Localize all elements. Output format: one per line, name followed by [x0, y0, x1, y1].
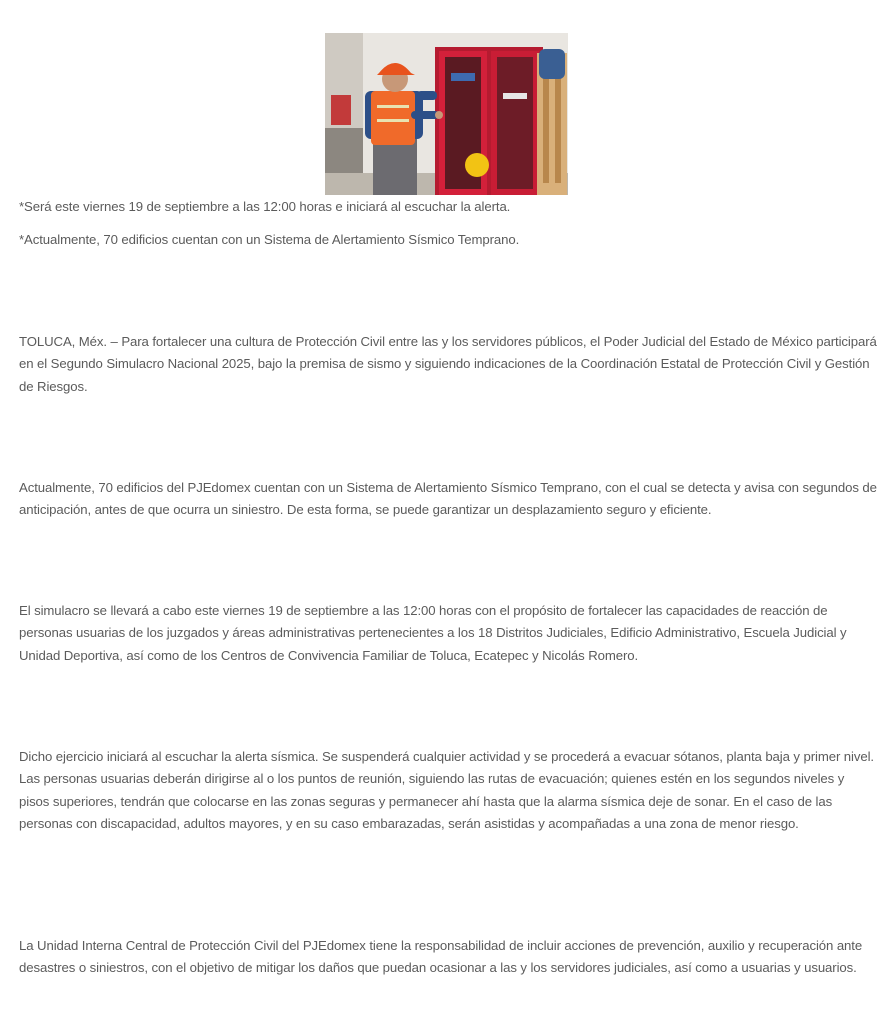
paragraph-alert-system: Actualmente, 70 edificios del PJEdomex cuentan con un Sistema de Alertamiento Sísmico Temprano, con el cual se detecta y avisa con segundos de anticipación, antes de que ocurra un siniestro. De esta forma, se puede garantizar un desplazamiento seguro y eficiente. — [19, 480, 877, 518]
paragraph-intro: TOLUCA, Méx. – Para fortalecer una cultura de Protección Civil entre las y los servidores públicos, el Poder Judicial del Estado de México participará en el Segundo Simulacro Nacional 2025, bajo la premisa de sismo y siguiendo indicaciones de la Coordinación Estatal de Protección Civil y Gestión de Riesgos. — [19, 334, 877, 394]
paragraph-protection-unit: La Unidad Interna Central de Protección Civil del PJEdomex tiene la responsabilidad de incluir acciones de prevención, auxilio y recuperación ante desastres o siniestros, con el objetivo de mitigar los daños que puedan ocasionar a las y los servidores judiciales, así como a usuarias y usuarios. — [19, 938, 863, 976]
paragraph-drill-schedule: El simulacro se llevará a cabo este viernes 19 de septiembre a las 12:00 horas con el propósito de fortalecer las capacidades de reacción de personas usuarias de los juzgados y áreas administrativas pertenecientes a los 18 Distritos Judiciales, Edificio Administrativo, Escuela Judicial y Unidad Deportiva, así como de los Centros de Convivencia Familiar de Toluca, Ecatepec y Nicolás Romero. — [19, 603, 847, 663]
article-photo — [325, 33, 568, 195]
photo-illustration — [325, 33, 568, 195]
paragraph-evacuation: Dicho ejercicio iniciará al escuchar la alerta sísmica. Se suspenderá cualquier actividad y se procederá a evacuar sótanos, planta baja y primer nivel. Las personas usuarias deberán dirigirse al o los puntos de reunión, siguiendo las rutas de evacuación; quienes estén en los segundos niveles y pisos superiores, tendrán que colocarse en las zonas seguras y permanecer ahí hasta que la alarma sísmica deje de sonar. En el caso de las personas con discapacidad, adultos mayores, y en su caso embarazadas, serán asistidas y acompañadas a una zona de menor riesgo. — [19, 749, 874, 831]
summary-bullet-1: *Será este viernes 19 de septiembre a las 12:00 horas e iniciará al escuchar la alerta. — [19, 199, 511, 214]
summary-bullet-2: *Actualmente, 70 edificios cuentan con un Sistema de Alertamiento Sísmico Temprano. — [19, 232, 520, 247]
